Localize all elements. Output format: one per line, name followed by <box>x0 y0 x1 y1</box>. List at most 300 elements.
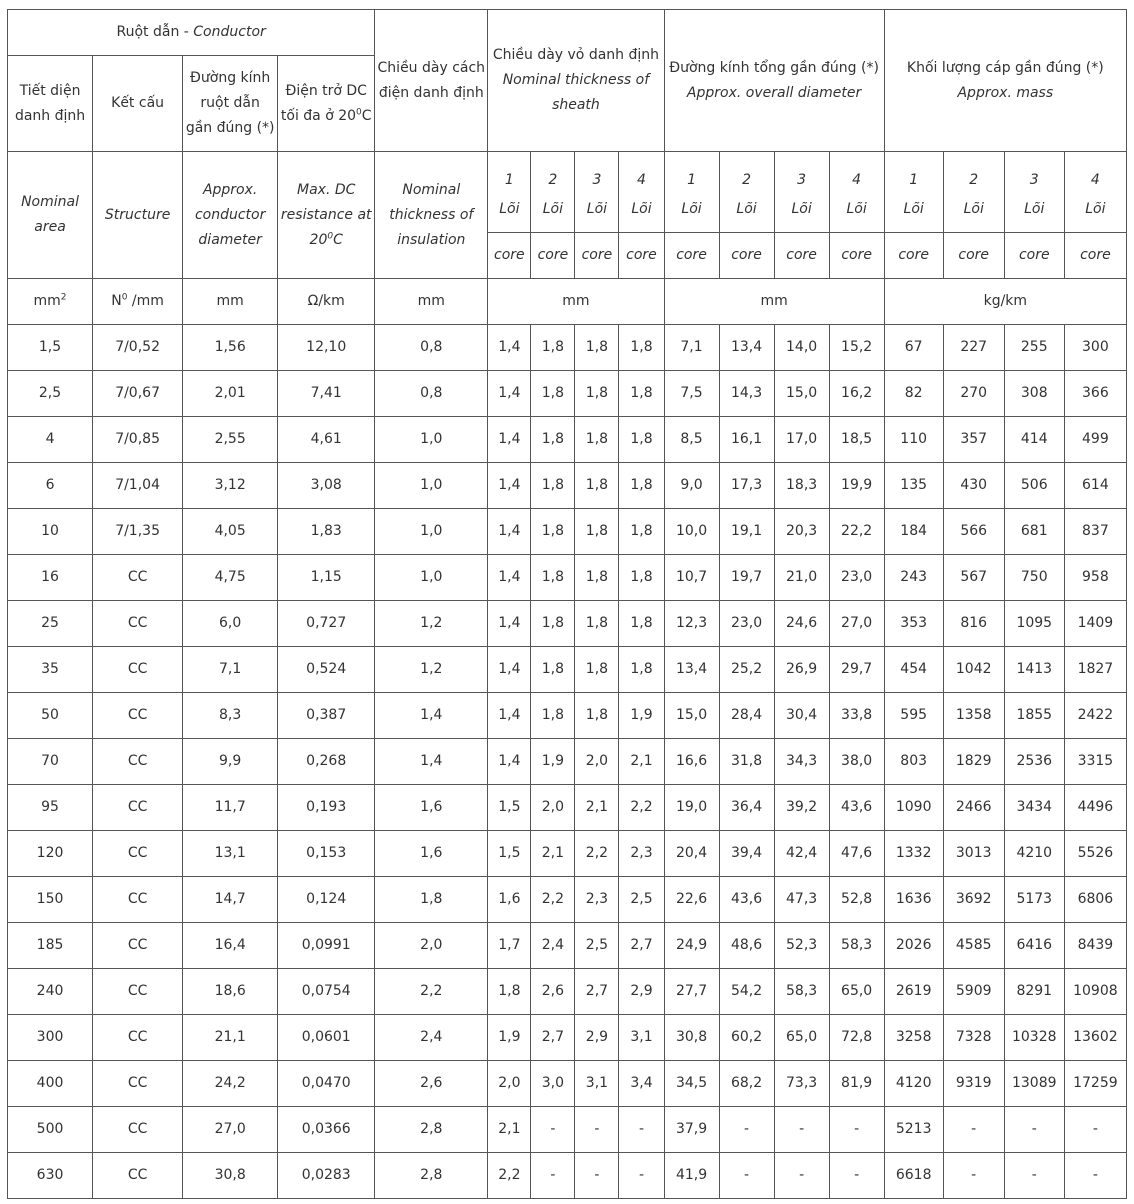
area-cell: 35 <box>8 647 93 693</box>
area-cell: 4 <box>8 417 93 463</box>
sheath-cell: 2,5 <box>619 877 664 923</box>
insulation-cell: 2,4 <box>375 1015 488 1061</box>
mass-cell: 681 <box>1004 509 1064 555</box>
overall-cell: - <box>719 1107 774 1153</box>
sheath-cell: 3,1 <box>619 1015 664 1061</box>
diameter-cell: 8,3 <box>183 693 278 739</box>
mass-cell: 1409 <box>1064 601 1126 647</box>
overall-cell: 15,2 <box>829 325 884 371</box>
overall-core-header: 4 Lõi <box>829 152 884 233</box>
sheath-cell: 1,7 <box>488 923 531 969</box>
insulation-cell: 1,4 <box>375 739 488 785</box>
mass-cell: 803 <box>884 739 943 785</box>
table-row <box>8 831 1127 877</box>
core-label: core <box>719 233 774 279</box>
sheath-cell: 2,1 <box>575 785 619 831</box>
insulation-cell: 0,8 <box>375 325 488 371</box>
overall-unit: mm <box>664 279 884 325</box>
diameter-cell: 14,7 <box>183 877 278 923</box>
core-label: core <box>943 233 1004 279</box>
overall-cell: 20,3 <box>774 509 829 555</box>
mass-cell: 243 <box>884 555 943 601</box>
sheath-cell: 1,8 <box>575 647 619 693</box>
area-unit: $mm^2$ <box>8 279 93 325</box>
overall-cell: 81,9 <box>829 1061 884 1107</box>
table-row <box>8 417 1127 463</box>
sheath-cell: - <box>619 1107 664 1153</box>
resistance-unit: Ω/km <box>278 279 375 325</box>
insulation-cell: 1,0 <box>375 509 488 555</box>
mass-cell: 227 <box>943 325 1004 371</box>
diameter-cell: 16,4 <box>183 923 278 969</box>
sheath-cell: 1,8 <box>619 325 664 371</box>
overall-cell: - <box>829 1107 884 1153</box>
mass-cell: 1358 <box>943 693 1004 739</box>
overall-cell: 23,0 <box>829 555 884 601</box>
resistance-cell: 7,41 <box>278 371 375 417</box>
structure-cell: 7/0,67 <box>93 371 183 417</box>
structure-cell: CC <box>93 1153 183 1199</box>
mass-cell: 8291 <box>1004 969 1064 1015</box>
diameter-cell: 9,9 <box>183 739 278 785</box>
mass-cell: - <box>943 1107 1004 1153</box>
overall-cell: 72,8 <box>829 1015 884 1061</box>
sheath-cell: 1,8 <box>531 417 575 463</box>
mass-cell: 816 <box>943 601 1004 647</box>
table-row <box>8 877 1127 923</box>
sheath-cell: 1,8 <box>619 463 664 509</box>
sheath-cell: 2,0 <box>531 785 575 831</box>
sheath-cell: 1,6 <box>488 877 531 923</box>
overall-cell: 18,3 <box>774 463 829 509</box>
cable-spec-table <box>7 9 1127 1199</box>
area-cell: 120 <box>8 831 93 877</box>
insulation-cell: 1,2 <box>375 601 488 647</box>
overall-cell: 47,3 <box>774 877 829 923</box>
overall-cell: 41,9 <box>664 1153 719 1199</box>
overall-cell: 9,0 <box>664 463 719 509</box>
sheath-cell: 1,8 <box>531 463 575 509</box>
mass-cell: 110 <box>884 417 943 463</box>
overall-cell: 65,0 <box>774 1015 829 1061</box>
sheath-cell: 1,9 <box>619 693 664 739</box>
mass-unit: kg/km <box>884 279 1126 325</box>
sheath-core-header: 3 Lõi <box>575 152 619 233</box>
area-cell: 185 <box>8 923 93 969</box>
sheath-cell: 3,4 <box>619 1061 664 1107</box>
sheath-cell: 1,4 <box>488 601 531 647</box>
diameter-cell: 21,1 <box>183 1015 278 1061</box>
sheath-cell: - <box>619 1153 664 1199</box>
core-label: core <box>664 233 719 279</box>
mass-cell: 270 <box>943 371 1004 417</box>
overall-cell: 37,9 <box>664 1107 719 1153</box>
table-row <box>8 969 1127 1015</box>
mass-cell: 958 <box>1064 555 1126 601</box>
overall-cell: 19,9 <box>829 463 884 509</box>
insulation-cell: 2,8 <box>375 1153 488 1199</box>
mass-cell: 67 <box>884 325 943 371</box>
sheath-cell: 1,8 <box>619 601 664 647</box>
mass-cell: 566 <box>943 509 1004 555</box>
structure-header-en: Structure <box>93 152 183 279</box>
structure-cell: CC <box>93 1061 183 1107</box>
sheath-cell: 1,8 <box>575 463 619 509</box>
overall-cell: 33,8 <box>829 693 884 739</box>
overall-cell: 16,6 <box>664 739 719 785</box>
conductor-group-header: Ruột dẫn - Conductor <box>8 10 375 56</box>
diameter-cell: 27,0 <box>183 1107 278 1153</box>
sheath-cell: 1,5 <box>488 785 531 831</box>
insulation-cell: 2,8 <box>375 1107 488 1153</box>
overall-cell: 23,0 <box>719 601 774 647</box>
overall-cell: 39,4 <box>719 831 774 877</box>
overall-cell: 18,5 <box>829 417 884 463</box>
resistance-header-en: Max. DC resistance at $20^0C$ <box>278 152 375 279</box>
mass-header: Khối lượng cáp gần đúng (*) Approx. mass <box>884 10 1126 152</box>
mass-cell: 1095 <box>1004 601 1064 647</box>
resistance-cell: 1,15 <box>278 555 375 601</box>
overall-cell: 16,1 <box>719 417 774 463</box>
mass-cell: 8439 <box>1064 923 1126 969</box>
mass-cell: 9319 <box>943 1061 1004 1107</box>
overall-cell: 24,6 <box>774 601 829 647</box>
sheath-cell: 1,4 <box>488 739 531 785</box>
table-row <box>8 325 1127 371</box>
overall-cell: 52,3 <box>774 923 829 969</box>
overall-cell: 58,3 <box>774 969 829 1015</box>
structure-cell: CC <box>93 1015 183 1061</box>
resistance-cell: 0,0991 <box>278 923 375 969</box>
structure-unit: $N^0$ /mm <box>93 279 183 325</box>
mass-cell: - <box>1064 1153 1126 1199</box>
overall-cell: 27,0 <box>829 601 884 647</box>
table-row <box>8 923 1127 969</box>
table-row <box>8 555 1127 601</box>
mass-cell: 1413 <box>1004 647 1064 693</box>
sheath-cell: 3,1 <box>575 1061 619 1107</box>
sheath-cell: - <box>575 1153 619 1199</box>
sheath-cell: 1,8 <box>531 509 575 555</box>
sheath-cell: 2,3 <box>575 877 619 923</box>
overall-cell: 22,6 <box>664 877 719 923</box>
overall-cell: 20,4 <box>664 831 719 877</box>
structure-cell: CC <box>93 601 183 647</box>
core-label: core <box>884 233 943 279</box>
overall-core-header: 2 Lõi <box>719 152 774 233</box>
sheath-cell: 1,8 <box>619 509 664 555</box>
mass-cell: 255 <box>1004 325 1064 371</box>
overall-cell: 36,4 <box>719 785 774 831</box>
overall-cell: 17,0 <box>774 417 829 463</box>
structure-cell: CC <box>93 877 183 923</box>
overall-cell: 68,2 <box>719 1061 774 1107</box>
overall-cell: - <box>829 1153 884 1199</box>
sheath-cell: 1,4 <box>488 647 531 693</box>
sheath-cell: 2,7 <box>531 1015 575 1061</box>
mass-cell: 2026 <box>884 923 943 969</box>
mass-cell: 3434 <box>1004 785 1064 831</box>
area-cell: 2,5 <box>8 371 93 417</box>
overall-cell: 15,0 <box>664 693 719 739</box>
sheath-cell: 1,8 <box>575 509 619 555</box>
overall-cell: 47,6 <box>829 831 884 877</box>
overall-cell: 52,8 <box>829 877 884 923</box>
structure-cell: CC <box>93 969 183 1015</box>
overall-cell: 48,6 <box>719 923 774 969</box>
overall-cell: 30,8 <box>664 1015 719 1061</box>
core-label: core <box>1064 233 1126 279</box>
mass-cell: 5526 <box>1064 831 1126 877</box>
mass-cell: 567 <box>943 555 1004 601</box>
mass-cell: 357 <box>943 417 1004 463</box>
area-cell: 150 <box>8 877 93 923</box>
mass-cell: 6806 <box>1064 877 1126 923</box>
overall-cell: 8,5 <box>664 417 719 463</box>
table-row <box>8 647 1127 693</box>
mass-cell: 5173 <box>1004 877 1064 923</box>
sheath-cell: 1,8 <box>531 647 575 693</box>
sheath-cell: 2,9 <box>619 969 664 1015</box>
structure-cell: CC <box>93 785 183 831</box>
mass-cell: 837 <box>1064 509 1126 555</box>
area-cell: 1,5 <box>8 325 93 371</box>
mass-cell: 2536 <box>1004 739 1064 785</box>
diameter-cell: 2,01 <box>183 371 278 417</box>
overall-cell: 28,4 <box>719 693 774 739</box>
table-row <box>8 463 1127 509</box>
table-row <box>8 1153 1127 1199</box>
insulation-header-en: Nominal thickness of insulation <box>375 152 488 279</box>
insulation-cell: 1,0 <box>375 417 488 463</box>
structure-cell: CC <box>93 1107 183 1153</box>
mass-cell: 614 <box>1064 463 1126 509</box>
area-cell: 300 <box>8 1015 93 1061</box>
table-header <box>8 10 1127 325</box>
area-cell: 16 <box>8 555 93 601</box>
units-row <box>8 279 1127 325</box>
area-cell: 50 <box>8 693 93 739</box>
table-row <box>8 1061 1127 1107</box>
mass-cell: 506 <box>1004 463 1064 509</box>
mass-cell: 1090 <box>884 785 943 831</box>
sheath-cell: 1,8 <box>619 371 664 417</box>
area-cell: 10 <box>8 509 93 555</box>
sheath-cell: 2,4 <box>531 923 575 969</box>
mass-cell: 10908 <box>1064 969 1126 1015</box>
overall-cell: 54,2 <box>719 969 774 1015</box>
sheath-cell: 2,7 <box>575 969 619 1015</box>
mass-core-header: 3 Lõi <box>1004 152 1064 233</box>
area-header-en: Nominal area <box>8 152 93 279</box>
table-row <box>8 371 1127 417</box>
overall-cell: 60,2 <box>719 1015 774 1061</box>
resistance-cell: 0,0470 <box>278 1061 375 1107</box>
mass-cell: 1855 <box>1004 693 1064 739</box>
mass-cell: 3258 <box>884 1015 943 1061</box>
resistance-cell: 0,153 <box>278 831 375 877</box>
area-header-vi: Tiết diện danh định <box>8 56 93 152</box>
resistance-cell: 0,0283 <box>278 1153 375 1199</box>
sheath-cell: 1,8 <box>619 555 664 601</box>
structure-cell: CC <box>93 555 183 601</box>
diameter-cell: 2,55 <box>183 417 278 463</box>
overall-cell: 43,6 <box>719 877 774 923</box>
overall-cell: 19,1 <box>719 509 774 555</box>
mass-cell: 3692 <box>943 877 1004 923</box>
sheath-cell: 1,8 <box>575 555 619 601</box>
mass-cell: 5909 <box>943 969 1004 1015</box>
core-label: core <box>488 233 531 279</box>
insulation-cell: 1,4 <box>375 693 488 739</box>
mass-cell: 1636 <box>884 877 943 923</box>
diameter-cell: 13,1 <box>183 831 278 877</box>
resistance-cell: 0,0754 <box>278 969 375 1015</box>
diameter-header-en: Approx. conductor diameter <box>183 152 278 279</box>
insulation-cell: 2,0 <box>375 923 488 969</box>
overall-cell: 13,4 <box>719 325 774 371</box>
sheath-cell: 1,8 <box>531 325 575 371</box>
resistance-cell: 0,727 <box>278 601 375 647</box>
sheath-cell: 1,5 <box>488 831 531 877</box>
insulation-cell: 1,6 <box>375 831 488 877</box>
mass-cell: 10328 <box>1004 1015 1064 1061</box>
diameter-cell: 11,7 <box>183 785 278 831</box>
insulation-cell: 1,8 <box>375 877 488 923</box>
resistance-cell: 0,387 <box>278 693 375 739</box>
mass-cell: 4496 <box>1064 785 1126 831</box>
overall-cell: 27,7 <box>664 969 719 1015</box>
insulation-header-vi: Chiều dày cách điện danh định <box>375 10 488 152</box>
mass-core-header: 2 Lõi <box>943 152 1004 233</box>
mass-core-header: 4 Lõi <box>1064 152 1126 233</box>
sheath-cell: 1,8 <box>575 693 619 739</box>
overall-cell: 25,2 <box>719 647 774 693</box>
sheath-cell: 2,1 <box>531 831 575 877</box>
insulation-cell: 0,8 <box>375 371 488 417</box>
overall-cell: 7,5 <box>664 371 719 417</box>
resistance-cell: 0,0601 <box>278 1015 375 1061</box>
mass-cell: 300 <box>1064 325 1126 371</box>
overall-cell: 29,7 <box>829 647 884 693</box>
structure-cell: CC <box>93 739 183 785</box>
insulation-cell: 1,0 <box>375 555 488 601</box>
overall-cell: 58,3 <box>829 923 884 969</box>
sheath-cell: 1,9 <box>531 739 575 785</box>
mass-cell: 1042 <box>943 647 1004 693</box>
insulation-cell: 1,0 <box>375 463 488 509</box>
sheath-core-header: 2 Lõi <box>531 152 575 233</box>
mass-cell: 184 <box>884 509 943 555</box>
resistance-cell: 0,0366 <box>278 1107 375 1153</box>
sheath-cell: 1,4 <box>488 371 531 417</box>
overall-cell: 16,2 <box>829 371 884 417</box>
sheath-cell: 1,4 <box>488 509 531 555</box>
insulation-cell: 1,2 <box>375 647 488 693</box>
sheath-cell: 2,6 <box>531 969 575 1015</box>
overall-cell: 13,4 <box>664 647 719 693</box>
table-row <box>8 509 1127 555</box>
resistance-cell: 0,193 <box>278 785 375 831</box>
mass-cell: 1827 <box>1064 647 1126 693</box>
sheath-cell: 1,8 <box>531 601 575 647</box>
mass-cell: 4120 <box>884 1061 943 1107</box>
mass-cell: 5213 <box>884 1107 943 1153</box>
sheath-core-header: 4 Lõi <box>619 152 664 233</box>
insulation-cell: 2,2 <box>375 969 488 1015</box>
resistance-cell: 12,10 <box>278 325 375 371</box>
overall-cell: 73,3 <box>774 1061 829 1107</box>
resistance-cell: 4,61 <box>278 417 375 463</box>
mass-cell: 430 <box>943 463 1004 509</box>
structure-cell: CC <box>93 693 183 739</box>
sheath-cell: 1,8 <box>488 969 531 1015</box>
overall-cell: 19,7 <box>719 555 774 601</box>
area-cell: 95 <box>8 785 93 831</box>
mass-cell: 414 <box>1004 417 1064 463</box>
structure-cell: CC <box>93 923 183 969</box>
mass-cell: 6416 <box>1004 923 1064 969</box>
overall-cell: 17,3 <box>719 463 774 509</box>
resistance-cell: 0,268 <box>278 739 375 785</box>
sheath-cell: 2,2 <box>575 831 619 877</box>
mass-cell: - <box>943 1153 1004 1199</box>
mass-cell: 2466 <box>943 785 1004 831</box>
diameter-header-vi: Đường kính ruột dẫn gần đúng (*) <box>183 56 278 152</box>
overall-cell: 19,0 <box>664 785 719 831</box>
overall-cell: - <box>774 1153 829 1199</box>
mass-cell: 17259 <box>1064 1061 1126 1107</box>
structure-cell: 7/1,35 <box>93 509 183 555</box>
sheath-cell: 2,9 <box>575 1015 619 1061</box>
area-cell: 500 <box>8 1107 93 1153</box>
overall-cell: 24,9 <box>664 923 719 969</box>
overall-cell: 31,8 <box>719 739 774 785</box>
structure-cell: 7/1,04 <box>93 463 183 509</box>
diameter-cell: 24,2 <box>183 1061 278 1107</box>
area-cell: 70 <box>8 739 93 785</box>
overall-cell: 42,4 <box>774 831 829 877</box>
sheath-cell: 2,7 <box>619 923 664 969</box>
overall-cell: 12,3 <box>664 601 719 647</box>
overall-cell: 34,5 <box>664 1061 719 1107</box>
table-row <box>8 1107 1127 1153</box>
mass-cell: 4585 <box>943 923 1004 969</box>
overall-cell: 14,0 <box>774 325 829 371</box>
overall-cell: 65,0 <box>829 969 884 1015</box>
overall-cell: 22,2 <box>829 509 884 555</box>
sheath-cell: 1,8 <box>619 417 664 463</box>
mass-cell: 3013 <box>943 831 1004 877</box>
mass-cell: 82 <box>884 371 943 417</box>
table-body <box>8 325 1127 1199</box>
mass-cell: 13089 <box>1004 1061 1064 1107</box>
mass-cell: 366 <box>1064 371 1126 417</box>
sheath-cell: 2,1 <box>619 739 664 785</box>
mass-cell: 2422 <box>1064 693 1126 739</box>
diameter-cell: 1,56 <box>183 325 278 371</box>
table-row <box>8 739 1127 785</box>
core-label: core <box>531 233 575 279</box>
sheath-cell: 1,4 <box>488 325 531 371</box>
sheath-cell: 2,5 <box>575 923 619 969</box>
sheath-cell: 1,9 <box>488 1015 531 1061</box>
overall-core-header: 1 Lõi <box>664 152 719 233</box>
sheath-cell: 1,4 <box>488 463 531 509</box>
mass-cell: 3315 <box>1064 739 1126 785</box>
sheath-cell: 1,8 <box>619 647 664 693</box>
table-row <box>8 693 1127 739</box>
